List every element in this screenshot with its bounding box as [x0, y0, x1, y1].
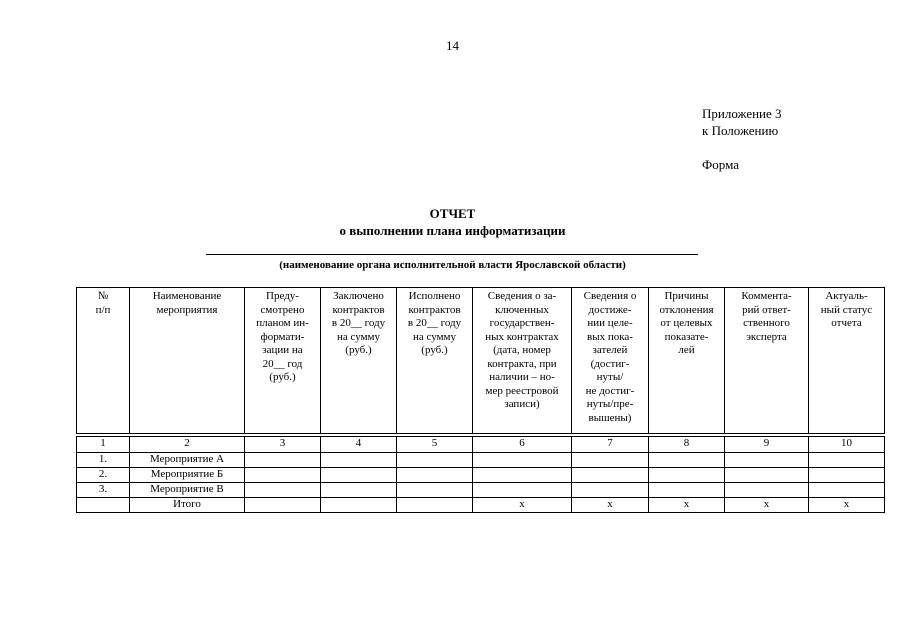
header-cell — [321, 288, 397, 434]
header-cell — [649, 288, 725, 434]
column-number: 3 — [245, 437, 321, 453]
header-num: № п/п — [95, 290, 111, 316]
column-number: 5 — [397, 437, 473, 453]
table-row — [77, 483, 885, 498]
header-contracted: Заключено контрактов в 20__ году на сумму (руб.) — [331, 290, 386, 356]
column-number: 2 — [130, 437, 245, 453]
column-number: 9 — [725, 437, 809, 453]
header-targets: Сведения о достиже- нии целе- вых пока- зателей (достиг- нуты/ не достиг- нуты/пре- вышены) — [583, 290, 637, 424]
total-mark: х — [649, 498, 725, 513]
appendix-line-1: Приложение 3 — [702, 106, 782, 121]
total-label: Итого — [130, 498, 245, 513]
appendix-block — [702, 105, 782, 139]
header-status: Актуаль- ный статус отчета — [820, 290, 873, 329]
report-table — [76, 287, 885, 513]
header-cell — [572, 288, 649, 434]
authority-name-caption: (наименование органа исполнительной власти Ярославской области) — [279, 259, 626, 271]
column-number: 6 — [473, 437, 572, 453]
report-title: ОТЧЕТ — [429, 206, 476, 221]
column-number: 1 — [77, 437, 130, 453]
header-contract-info: Сведения о за- ключенных государствен- ных контрактах (дата, номер контракта, при наличии – но- мер реестровой записи) — [485, 290, 559, 410]
appendix-line-2: к Положению — [702, 123, 779, 138]
header-comment: Коммента- рий ответ- ственного эксперта — [741, 290, 792, 343]
header-executed: Исполнено контрактов в 20__ году на сумму (руб.) — [407, 290, 462, 356]
total-mark: х — [473, 498, 572, 513]
column-number: 4 — [321, 437, 397, 453]
header-deviation: Причины отклонения от целевых показате- лей — [659, 290, 714, 356]
row-activity-name: Мероприятие Б — [130, 468, 245, 483]
total-mark: х — [572, 498, 649, 513]
header-cell — [130, 288, 245, 434]
row-number: 2. — [77, 468, 130, 483]
table-row — [77, 453, 885, 468]
row-activity-name: Мероприятие В — [130, 483, 245, 498]
total-mark: х — [809, 498, 885, 513]
header-cell — [725, 288, 809, 434]
column-number: 7 — [572, 437, 649, 453]
column-number-row — [77, 437, 885, 453]
column-number: 10 — [809, 437, 885, 453]
total-row — [77, 498, 885, 513]
table-row — [77, 468, 885, 483]
header-cell — [473, 288, 572, 434]
row-activity-name: Мероприятие А — [130, 453, 245, 468]
header-cell — [245, 288, 321, 434]
header-cell — [809, 288, 885, 434]
page-number: 14 — [446, 38, 459, 53]
header-planned: Преду- смотрено планом ин- формати- зации на 20__ год (руб.) — [256, 290, 309, 383]
form-label: Форма — [702, 157, 739, 172]
row-number: 3. — [77, 483, 130, 498]
total-mark: х — [725, 498, 809, 513]
row-number: 1. — [77, 453, 130, 468]
header-cell — [77, 288, 130, 434]
header-cell — [397, 288, 473, 434]
table-header-row — [77, 288, 885, 434]
authority-name-line — [206, 254, 698, 255]
report-subtitle: о выполнении плана информатизации — [339, 223, 566, 238]
header-name: Наименование мероприятия — [152, 290, 222, 316]
column-number: 8 — [649, 437, 725, 453]
